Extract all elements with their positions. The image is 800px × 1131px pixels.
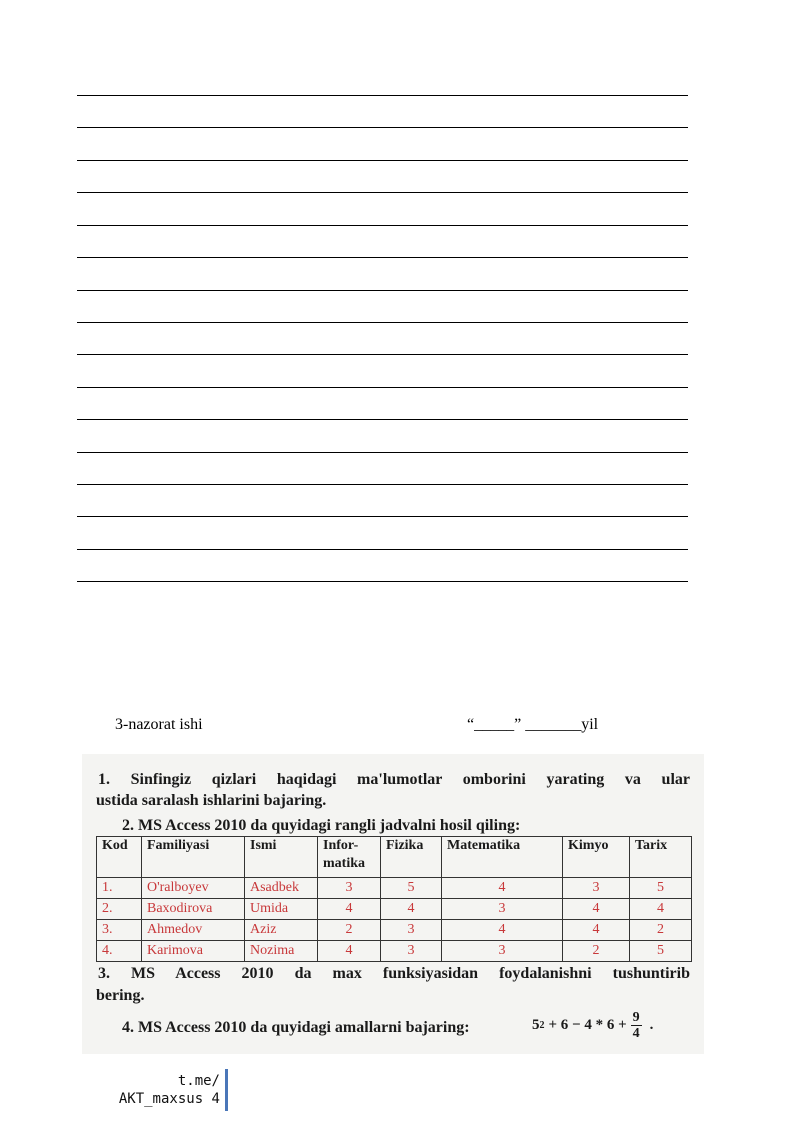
cell-grade: 4 — [563, 899, 630, 920]
cell-grade: 5 — [630, 941, 692, 962]
footer-credit — [100, 1072, 220, 1108]
writing-line — [77, 516, 688, 517]
cell-grade: 4 — [630, 899, 692, 920]
writing-line — [77, 354, 688, 355]
footer-accent-bar — [225, 1069, 228, 1111]
header-cell: Matematika — [442, 837, 563, 878]
writing-line — [77, 549, 688, 550]
writing-line — [77, 225, 688, 226]
table-row — [97, 941, 692, 962]
cell-familiyasi: O'ralboyev — [142, 878, 245, 899]
cell-kod: 1. — [97, 878, 142, 899]
header-cell: Ismi — [245, 837, 318, 878]
cell-ismi: Aziz — [245, 920, 318, 941]
expr-exponent: 2 — [539, 1020, 545, 1031]
writing-line — [77, 95, 688, 96]
task-2: 2. MS Access 2010 da quyidagi rangli jadvalni hosil qiling: — [122, 817, 521, 834]
cell-ismi: Nozima — [245, 941, 318, 962]
header-cell: Tarix — [630, 837, 692, 878]
header-cell: Kod — [97, 837, 142, 878]
cell-grade: 4 — [381, 899, 442, 920]
cell-grade: 5 — [381, 878, 442, 899]
date-blank: “_____” _______yil — [467, 716, 599, 733]
task-3-line-2: bering. — [96, 987, 145, 1004]
cell-familiyasi: Ahmedov — [142, 920, 245, 941]
writing-line — [77, 322, 688, 323]
table-row — [97, 899, 692, 920]
cell-kod: 4. — [97, 941, 142, 962]
cell-kod: 3. — [97, 920, 142, 941]
cell-grade: 2 — [630, 920, 692, 941]
expr-base: 5 — [532, 1017, 540, 1033]
cell-kod: 2. — [97, 899, 142, 920]
cell-ismi: Asadbek — [245, 878, 318, 899]
table-header-row — [97, 837, 692, 878]
writing-line — [77, 419, 688, 420]
cell-grade: 3 — [318, 878, 381, 899]
cell-familiyasi: Karimova — [142, 941, 245, 962]
table-row — [97, 920, 692, 941]
header-cell: Kimyo — [563, 837, 630, 878]
cell-grade: 4 — [442, 920, 563, 941]
cell-ismi: Umida — [245, 899, 318, 920]
expr-fraction — [631, 1010, 642, 1041]
writing-line — [77, 387, 688, 388]
expr-numerator: 9 — [632, 1010, 640, 1025]
expr-denominator: 4 — [632, 1026, 640, 1041]
cell-grade: 4 — [318, 941, 381, 962]
writing-line — [77, 290, 688, 291]
writing-line — [77, 581, 688, 582]
cell-grade: 2 — [318, 920, 381, 941]
cell-grade: 4 — [318, 899, 381, 920]
cell-grade: 3 — [381, 920, 442, 941]
assignment-title: 3-nazorat ishi — [115, 716, 203, 733]
writing-line — [77, 484, 688, 485]
task-1-line-2: ustida saralash ishlarini bajaring. — [96, 792, 327, 809]
cell-grade: 4 — [442, 878, 563, 899]
header-cell: Infor-matika — [318, 837, 381, 878]
writing-line — [77, 257, 688, 258]
writing-line — [77, 127, 688, 128]
header-cell: Fizika — [381, 837, 442, 878]
cell-grade: 3 — [442, 941, 563, 962]
task-4: 4. MS Access 2010 da quyidagi amallarni bajaring: — [122, 1019, 470, 1036]
cell-familiyasi: Baxodirova — [142, 899, 245, 920]
cell-grade: 4 — [563, 920, 630, 941]
math-expression — [532, 1010, 653, 1041]
task-1-line-1: 1. Sinfingiz qizlari haqidagi ma'lumotlar omborini yarating va ular — [98, 771, 690, 788]
writing-line — [77, 452, 688, 453]
footer-line-2: AKT_maxsus 4 — [118, 1091, 220, 1107]
cell-grade: 3 — [563, 878, 630, 899]
cell-grade: 3 — [381, 941, 442, 962]
grades-table — [96, 836, 692, 962]
task-3-line-1: 3. MS Access 2010 da max funksiyasidan foydalanishni tushuntirib — [98, 965, 690, 982]
scanned-task-sheet — [82, 754, 704, 1054]
cell-grade: 2 — [563, 941, 630, 962]
table-row — [97, 878, 692, 899]
header-cell: Familiyasi — [142, 837, 245, 878]
expr-end: . — [649, 1017, 654, 1033]
writing-line — [77, 160, 688, 161]
cell-grade: 3 — [442, 899, 563, 920]
expr-rest: + 6 − 4 * 6 + — [548, 1017, 627, 1033]
writing-line — [77, 192, 688, 193]
cell-grade: 5 — [630, 878, 692, 899]
footer-line-1: t.me/ — [177, 1073, 220, 1089]
